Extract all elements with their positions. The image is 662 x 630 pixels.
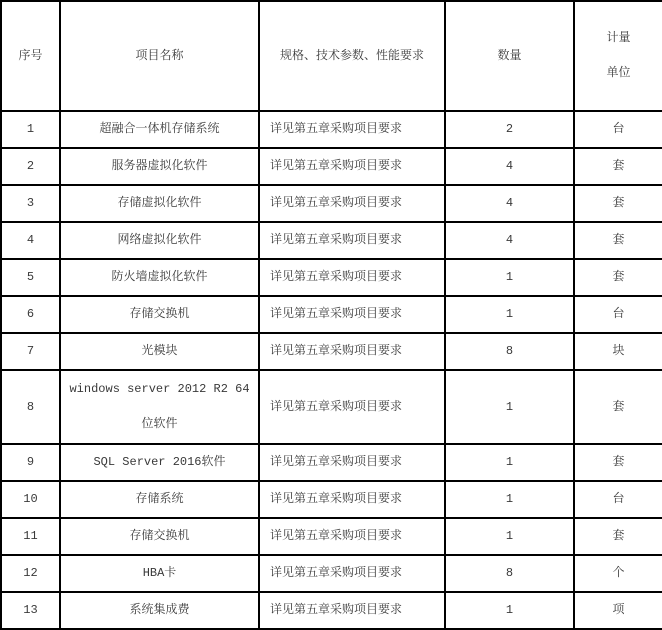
cell-unit: 项 [574, 592, 662, 629]
cell-name: 存储虚拟化软件 [60, 185, 259, 222]
cell-name: 超融合一体机存储系统 [60, 111, 259, 148]
cell-spec: 详见第五章采购项目要求 [259, 148, 445, 185]
cell-spec: 详见第五章采购项目要求 [259, 259, 445, 296]
cell-qty: 4 [445, 222, 574, 259]
cell-unit: 套 [574, 259, 662, 296]
col-header-unit: 计量 单位 [574, 1, 662, 111]
table-row [1, 333, 662, 370]
cell-spec: 详见第五章采购项目要求 [259, 481, 445, 518]
table-row [1, 111, 662, 148]
cell-name: 系统集成费 [60, 592, 259, 629]
cell-name: windows server 2012 R2 64位软件 [60, 370, 259, 444]
col-header-qty: 数量 [445, 1, 574, 111]
cell-name: 防火墙虚拟化软件 [60, 259, 259, 296]
cell-index: 13 [1, 592, 60, 629]
col-header-index: 序号 [1, 1, 60, 111]
cell-unit: 台 [574, 481, 662, 518]
cell-index: 8 [1, 370, 60, 444]
cell-qty: 4 [445, 148, 574, 185]
cell-qty: 1 [445, 370, 574, 444]
cell-qty: 8 [445, 333, 574, 370]
table-row [1, 296, 662, 333]
cell-index: 10 [1, 481, 60, 518]
cell-qty: 1 [445, 296, 574, 333]
cell-index: 1 [1, 111, 60, 148]
cell-unit: 个 [574, 555, 662, 592]
table-row [1, 370, 662, 444]
cell-index: 11 [1, 518, 60, 555]
cell-unit: 套 [574, 148, 662, 185]
cell-unit: 套 [574, 370, 662, 444]
table-row [1, 222, 662, 259]
cell-unit: 块 [574, 333, 662, 370]
table-row [1, 185, 662, 222]
cell-spec: 详见第五章采购项目要求 [259, 185, 445, 222]
cell-spec: 详见第五章采购项目要求 [259, 333, 445, 370]
cell-spec: 详见第五章采购项目要求 [259, 518, 445, 555]
table-row [1, 481, 662, 518]
col-header-name: 项目名称 [60, 1, 259, 111]
cell-spec: 详见第五章采购项目要求 [259, 222, 445, 259]
cell-unit: 台 [574, 111, 662, 148]
cell-index: 5 [1, 259, 60, 296]
cell-spec: 详见第五章采购项目要求 [259, 592, 445, 629]
cell-spec: 详见第五章采购项目要求 [259, 444, 445, 481]
cell-index: 12 [1, 555, 60, 592]
cell-name: 光模块 [60, 333, 259, 370]
cell-index: 7 [1, 333, 60, 370]
cell-qty: 4 [445, 185, 574, 222]
cell-qty: 1 [445, 481, 574, 518]
cell-spec: 详见第五章采购项目要求 [259, 555, 445, 592]
cell-qty: 1 [445, 592, 574, 629]
col-header-spec: 规格、技术参数、性能要求 [259, 1, 445, 111]
cell-name: HBA卡 [60, 555, 259, 592]
table-row [1, 148, 662, 185]
cell-unit: 台 [574, 296, 662, 333]
cell-index: 3 [1, 185, 60, 222]
cell-name: 服务器虚拟化软件 [60, 148, 259, 185]
table-row [1, 592, 662, 629]
cell-qty: 8 [445, 555, 574, 592]
cell-name: SQL Server 2016软件 [60, 444, 259, 481]
cell-index: 9 [1, 444, 60, 481]
table-row [1, 259, 662, 296]
cell-unit: 套 [574, 444, 662, 481]
cell-spec: 详见第五章采购项目要求 [259, 296, 445, 333]
cell-name: 存储系统 [60, 481, 259, 518]
cell-spec: 详见第五章采购项目要求 [259, 111, 445, 148]
table-row [1, 444, 662, 481]
cell-qty: 1 [445, 444, 574, 481]
cell-name: 存储交换机 [60, 296, 259, 333]
cell-unit: 套 [574, 518, 662, 555]
cell-unit: 套 [574, 185, 662, 222]
cell-index: 6 [1, 296, 60, 333]
cell-qty: 1 [445, 518, 574, 555]
cell-name: 网络虚拟化软件 [60, 222, 259, 259]
table-row [1, 518, 662, 555]
cell-qty: 1 [445, 259, 574, 296]
cell-index: 4 [1, 222, 60, 259]
table-header-row [1, 1, 662, 111]
cell-qty: 2 [445, 111, 574, 148]
table-row [1, 555, 662, 592]
cell-spec: 详见第五章采购项目要求 [259, 370, 445, 444]
cell-index: 2 [1, 148, 60, 185]
cell-name: 存储交换机 [60, 518, 259, 555]
cell-unit: 套 [574, 222, 662, 259]
